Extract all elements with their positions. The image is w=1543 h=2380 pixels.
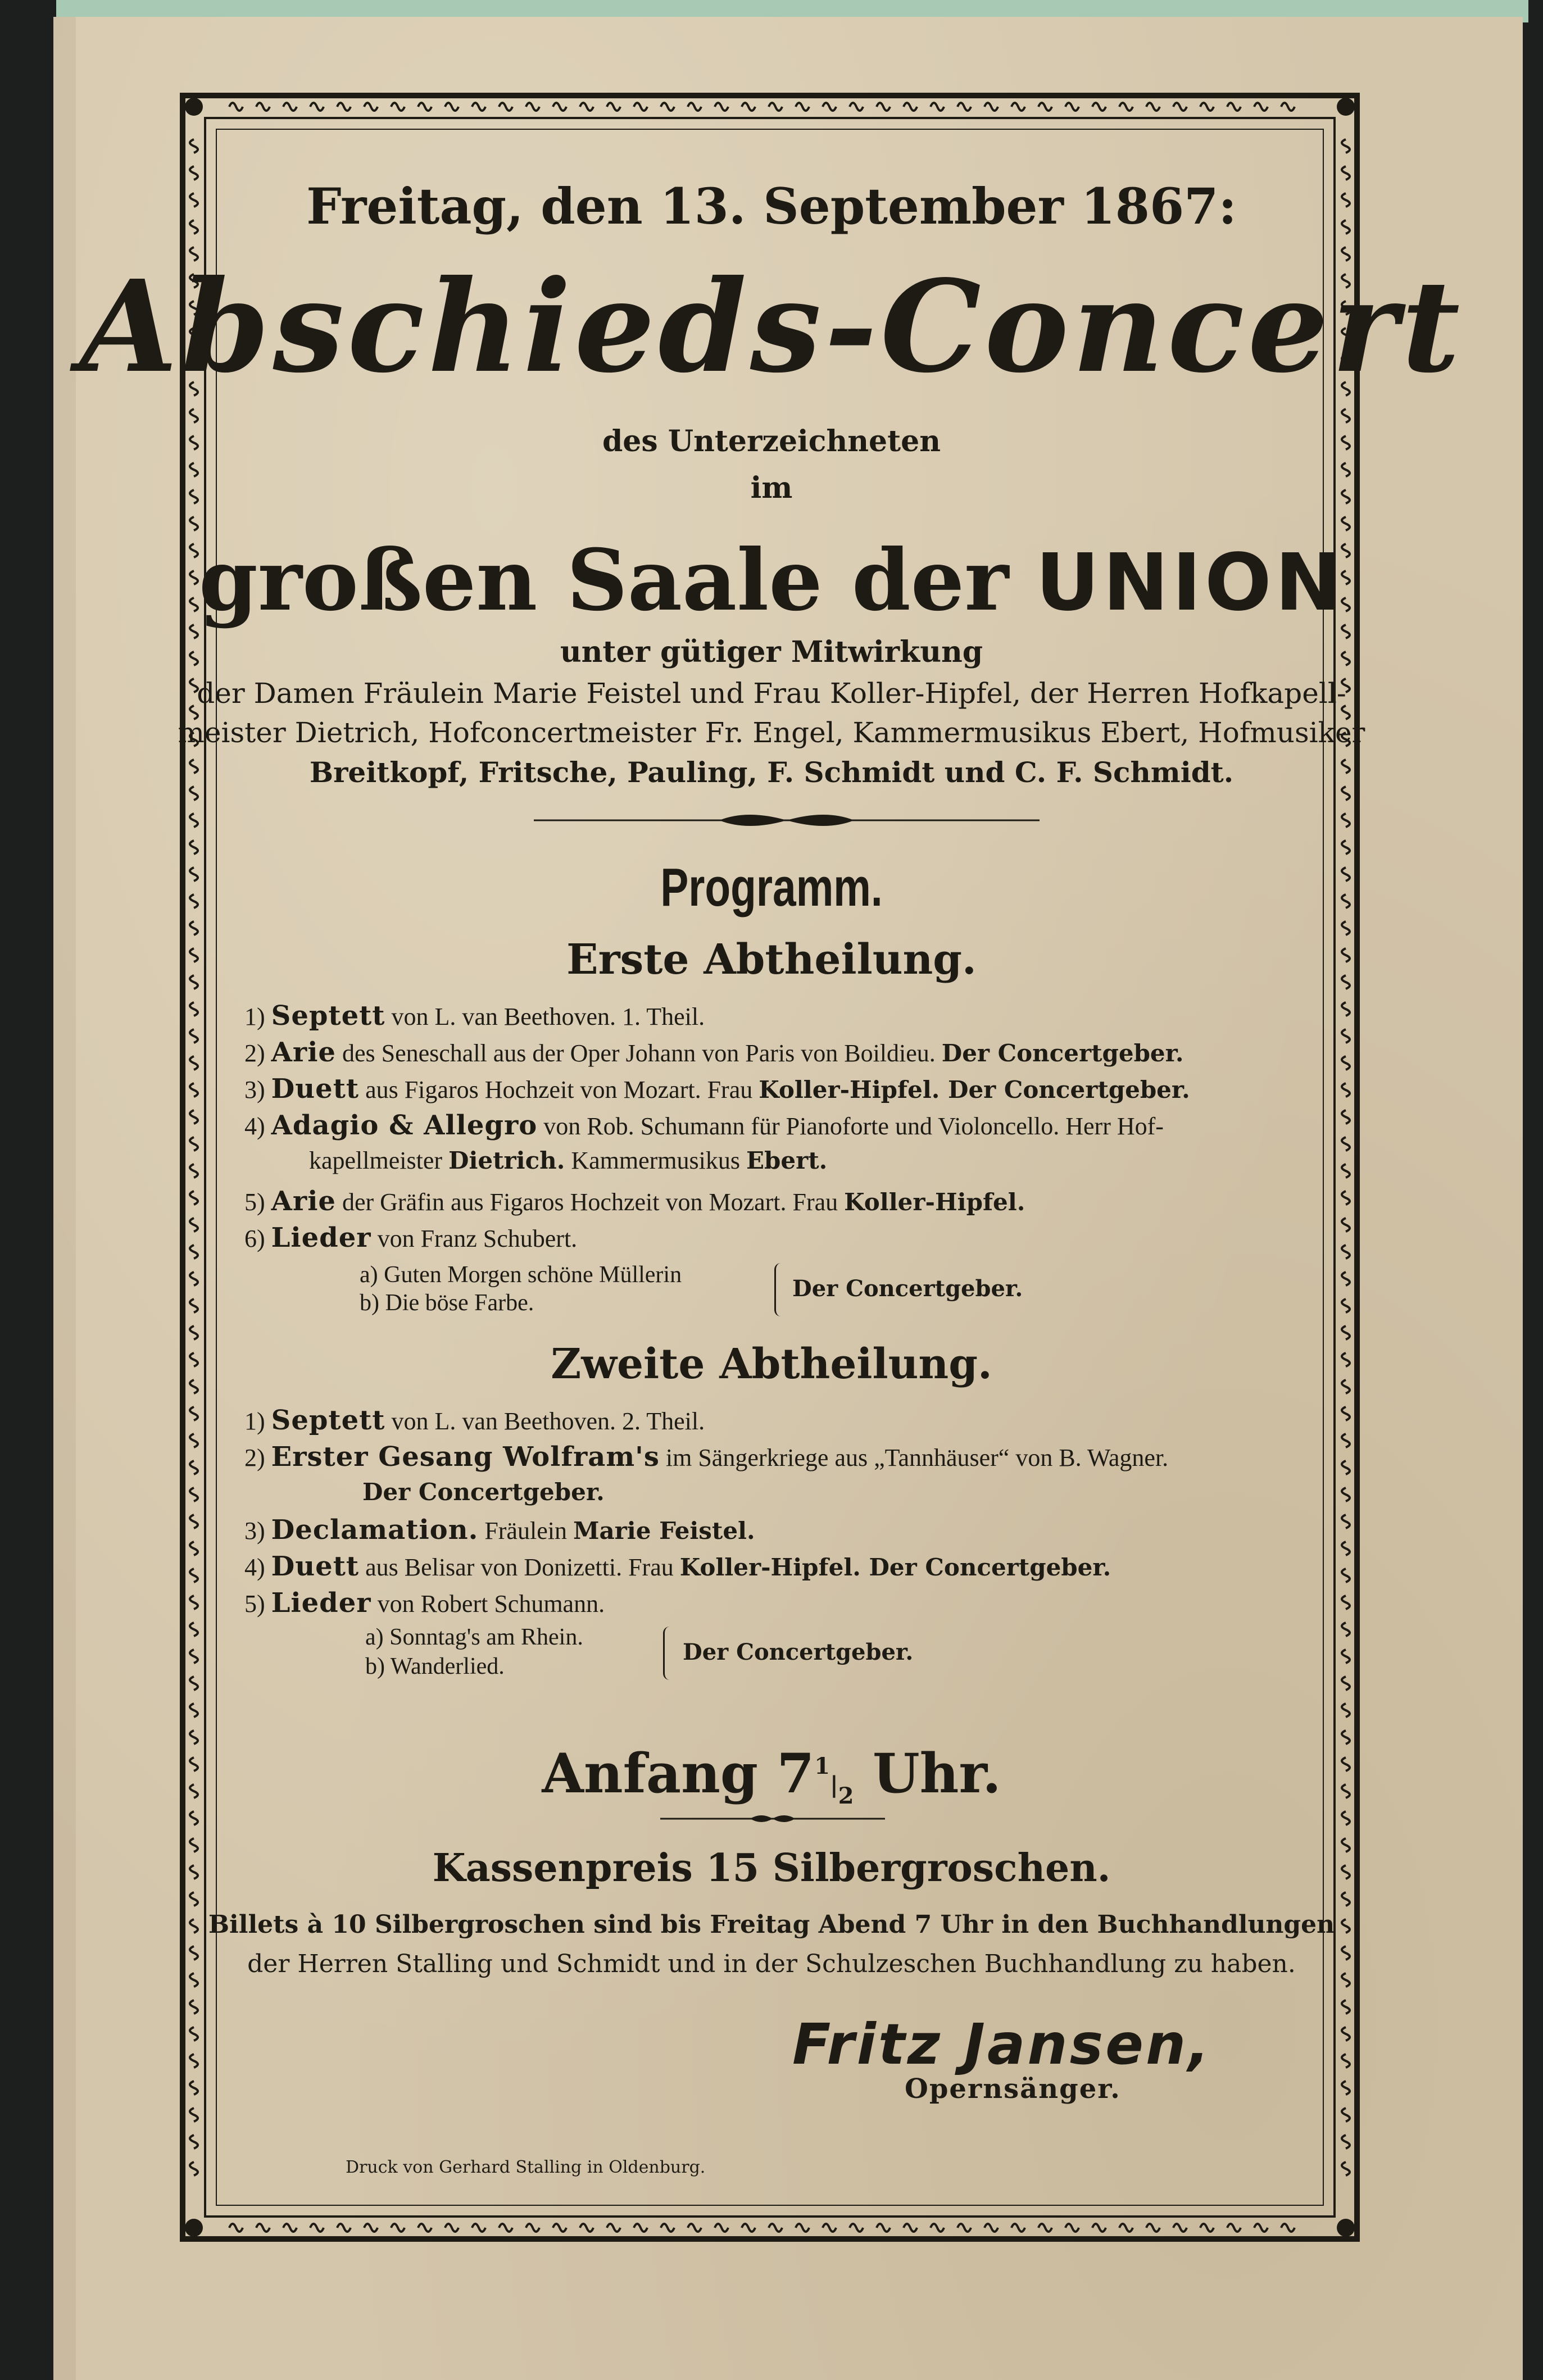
part1-item-3: 3) Duett aus Figaros Hochzeit von Mozart. Frau Koller-Hipfel. Der Concertgeber. — [244, 1073, 1190, 1105]
signature: Fritz Jansen, — [792, 2011, 1212, 2077]
kassenpreis-line: Kassenpreis 15 Silbergroschen. — [432, 1846, 1111, 1891]
part2-sub-b: b) Wanderlied. — [365, 1654, 505, 1679]
performers-line-3: Breitkopf, Fritsche, Pauling, F. Schmidt und C. F. Schmidt. — [309, 756, 1234, 789]
anfang-line: Anfang $7^1|_2$ Uhr. — [542, 1742, 1001, 1810]
performers-line-2: meister Dietrich, Hofconcertmeister Fr. Engel, Kammermusikus Ebert, Hofmusiker — [178, 716, 1365, 749]
part2-sub-a: a) Sonntag's am Rhein. — [365, 1624, 583, 1650]
date-line: Freitag, den 13. September 1867: — [306, 177, 1237, 235]
concert-title: Abschieds-Concert — [79, 253, 1464, 401]
performers-line-1: der Damen Fräulein Marie Feistel und Frau Koller-Hipfel, der Herren Hofkapell- — [197, 677, 1346, 710]
part2-item-1: 1) Septett von L. van Beethoven. 2. Theil. — [244, 1405, 705, 1436]
part2-brace — [663, 1627, 676, 1680]
part1-item-5: 5) Arie der Gräfin aus Figaros Hochzeit von Mozart. Frau Koller-Hipfel. — [244, 1186, 1025, 1217]
part1-item-6: 6) Lieder von Franz Schubert. — [244, 1222, 578, 1253]
part2-item-4: 4) Duett aus Belisar von Donizetti. Frau Koller-Hipfel. Der Concertgeber. — [244, 1551, 1111, 1582]
part1-item-4: 4) Adagio & Allegro von Rob. Schumann für Pianoforte und Violoncello. Herr Hof- — [244, 1110, 1164, 1141]
line-im: im — [750, 471, 793, 505]
venue-text: großen Saale der — [198, 531, 1009, 630]
venue-name: UNION — [1035, 537, 1345, 629]
line-des-unterzeichneten: des Unterzeichneten — [602, 424, 941, 458]
part1-sub-a: a) Guten Morgen schöne Müllerin — [360, 1262, 682, 1288]
part2-sub-performer: Der Concertgeber. — [683, 1639, 914, 1665]
part1-item-4-continued: kapellmeister Dietrich. Kammermusikus Ebert. — [309, 1147, 828, 1174]
part1-sub-performer: Der Concertgeber. — [792, 1275, 1023, 1302]
part2-item-5: 5) Lieder von Robert Schumann. — [244, 1587, 605, 1619]
part1-sub-b: b) Die böse Farbe. — [360, 1290, 534, 1316]
billets-line-1: Billets à 10 Silbergroschen sind bis Freitag Abend 7 Uhr in den Buchhandlungen — [208, 1910, 1335, 1939]
billets-line-2: der Herren Stalling und Schmidt und in der Schulzeschen Buchhandlung zu haben. — [247, 1950, 1296, 1978]
ornament-divider-top — [534, 809, 1040, 832]
line-mitwirkung: unter gütiger Mitwirkung — [560, 635, 983, 669]
part2-title: Zweite Abtheilung. — [551, 1340, 992, 1388]
part2-item-2: 2) Erster Gesang Wolfram's im Sängerkriege aus „Tannhäuser“ von B. Wagner. — [244, 1441, 1169, 1473]
part1-item-2: 2) Arie des Seneschall aus der Oper Johann von Paris von Boildieu. Der Concertgeber. — [244, 1037, 1184, 1068]
part2-item-2-continued: Der Concertgeber. — [362, 1478, 605, 1506]
printer-line: Druck von Gerhard Stalling in Oldenburg. — [346, 2158, 706, 2177]
ornament-divider-bottom — [660, 1812, 885, 1825]
venue-line — [0, 531, 1543, 630]
part2-item-3: 3) Declamation. Fräulein Marie Feistel. — [244, 1514, 755, 1546]
part1-title: Erste Abtheilung. — [566, 935, 977, 984]
programm-title: Programm. — [660, 857, 883, 918]
part1-item-1: 1) Septett von L. van Beethoven. 1. Theil. — [244, 1000, 705, 1032]
part1-brace — [774, 1263, 787, 1316]
signature-role: Opernsänger. — [905, 2073, 1121, 2105]
